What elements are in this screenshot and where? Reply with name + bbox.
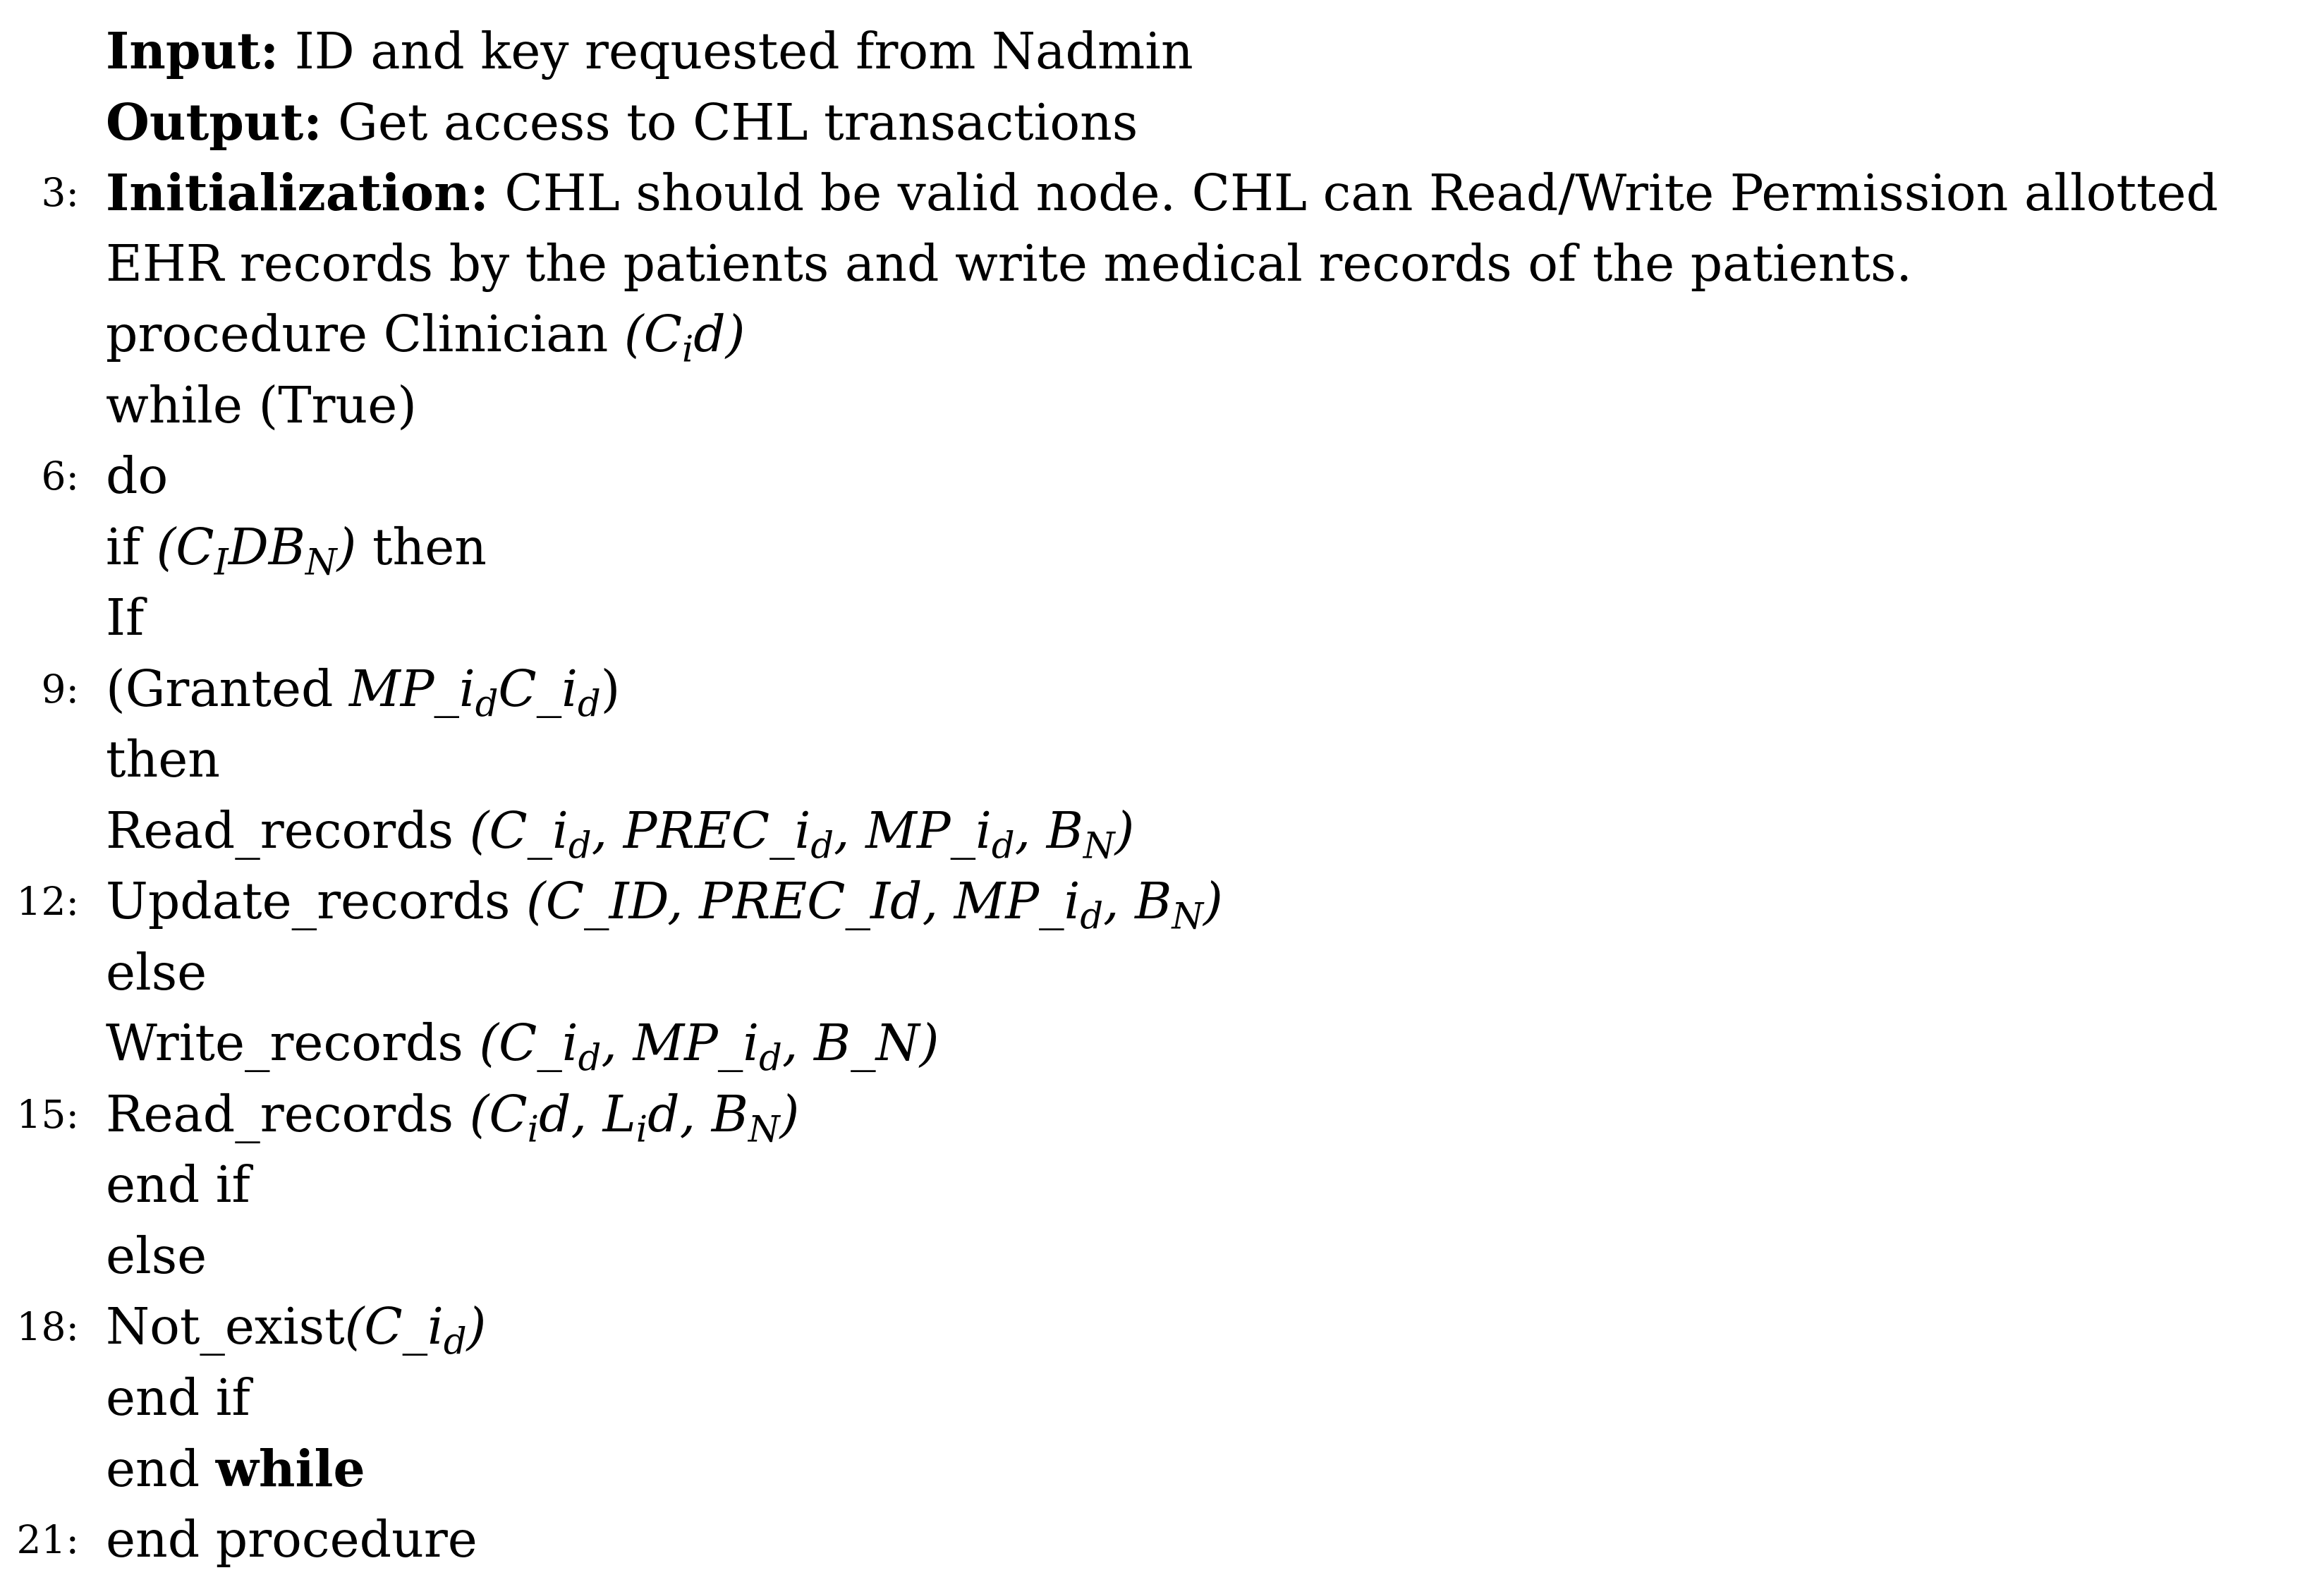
algo-line-output <box>0 87 2324 158</box>
algo-line-21 <box>0 1504 2324 1575</box>
output-text: Get access to CHL transactions <box>338 93 1138 152</box>
do-text: do <box>106 441 168 512</box>
granted-text: (Granted <box>106 659 333 718</box>
end-procedure-text: end procedure <box>106 1504 477 1575</box>
end-if-text: end if <box>106 1150 250 1221</box>
if-condition: $(C_IDB_N)$ <box>157 518 357 576</box>
algo-line-else-2 <box>0 1221 2324 1292</box>
granted-args: $MP\_i_dC\_i_d$ <box>349 659 601 718</box>
end-if-text: end if <box>106 1363 250 1434</box>
algo-line-3 <box>0 157 2324 229</box>
init-text-continued: EHR records by the patients and write medical records of the patients. <box>106 229 1912 300</box>
algo-line-else-1 <box>0 937 2324 1009</box>
end-text: end <box>106 1440 200 1498</box>
algo-line-15 <box>0 1079 2324 1150</box>
update-records-args: (C_ID, PREC_Id, $MP\_i_d$, $B_N$) <box>526 872 1223 930</box>
else-text: else <box>106 937 207 1009</box>
read-records-args: ($C\_i_d$, $PREC\_i_d$, $MP\_i_d$, $B_N$) <box>470 801 1135 860</box>
algo-line-procedure <box>0 299 2324 370</box>
If-text: If <box>106 583 144 654</box>
while-keyword: while <box>216 1439 365 1498</box>
close-paren: ) <box>601 659 621 718</box>
algo-line-12 <box>0 866 2324 937</box>
while-text: while (True) <box>106 370 417 442</box>
algo-line-6 <box>0 441 2324 512</box>
algo-line-end-while <box>0 1433 2324 1504</box>
algo-line-end-if-1 <box>0 1150 2324 1221</box>
line-number: 21: <box>0 1504 79 1575</box>
line-number: 12: <box>0 866 79 937</box>
line-number: 6: <box>0 441 79 512</box>
algo-line-write-records <box>0 1008 2324 1079</box>
write-records-args: ($C\_i_d$, $MP\_i_d$, B_N) <box>479 1014 939 1072</box>
algo-line-If <box>0 583 2324 654</box>
not-exist-args: $(C\_i_d)$ <box>345 1297 487 1356</box>
algorithm-listing <box>0 16 2324 1575</box>
algo-line-end-if-2 <box>0 1363 2324 1434</box>
write-records-text: Write_records <box>106 1014 463 1072</box>
line-number: 3: <box>0 157 79 229</box>
then-text: then <box>372 518 487 576</box>
update-records-text: Update_records <box>106 872 510 930</box>
input-text: ID and key requested from Nadmin <box>295 22 1193 80</box>
algo-line-read-records-1 <box>0 796 2324 867</box>
algo-line-while <box>0 370 2324 442</box>
procedure-args: $(C_id)$ <box>624 305 746 363</box>
algo-line-init-continued <box>0 229 2324 300</box>
algo-line-input <box>0 16 2324 87</box>
not-exist-text: Not_exist <box>106 1297 345 1356</box>
procedure-text: procedure Clinician <box>106 305 608 363</box>
init-label: Initialization: <box>106 163 489 222</box>
output-label: Output: <box>106 92 322 152</box>
if-text: if <box>106 518 140 576</box>
line-number: 18: <box>0 1291 79 1363</box>
algo-line-if <box>0 512 2324 583</box>
else-text: else <box>106 1221 207 1292</box>
init-text: CHL should be valid node. CHL can Read/Write Permission allotted <box>504 164 2218 222</box>
algo-line-18 <box>0 1291 2324 1363</box>
algo-line-then <box>0 724 2324 796</box>
algo-line-9 <box>0 654 2324 725</box>
line-number: 15: <box>0 1079 79 1150</box>
read-records-text: Read_records <box>106 801 454 860</box>
input-label: Input: <box>106 21 279 80</box>
read-records-args: ($C_id$, $L_id$, $B_N$) <box>470 1085 800 1143</box>
then-text: then <box>106 724 220 796</box>
line-number: 9: <box>0 654 79 725</box>
read-records-text: Read_records <box>106 1085 454 1143</box>
